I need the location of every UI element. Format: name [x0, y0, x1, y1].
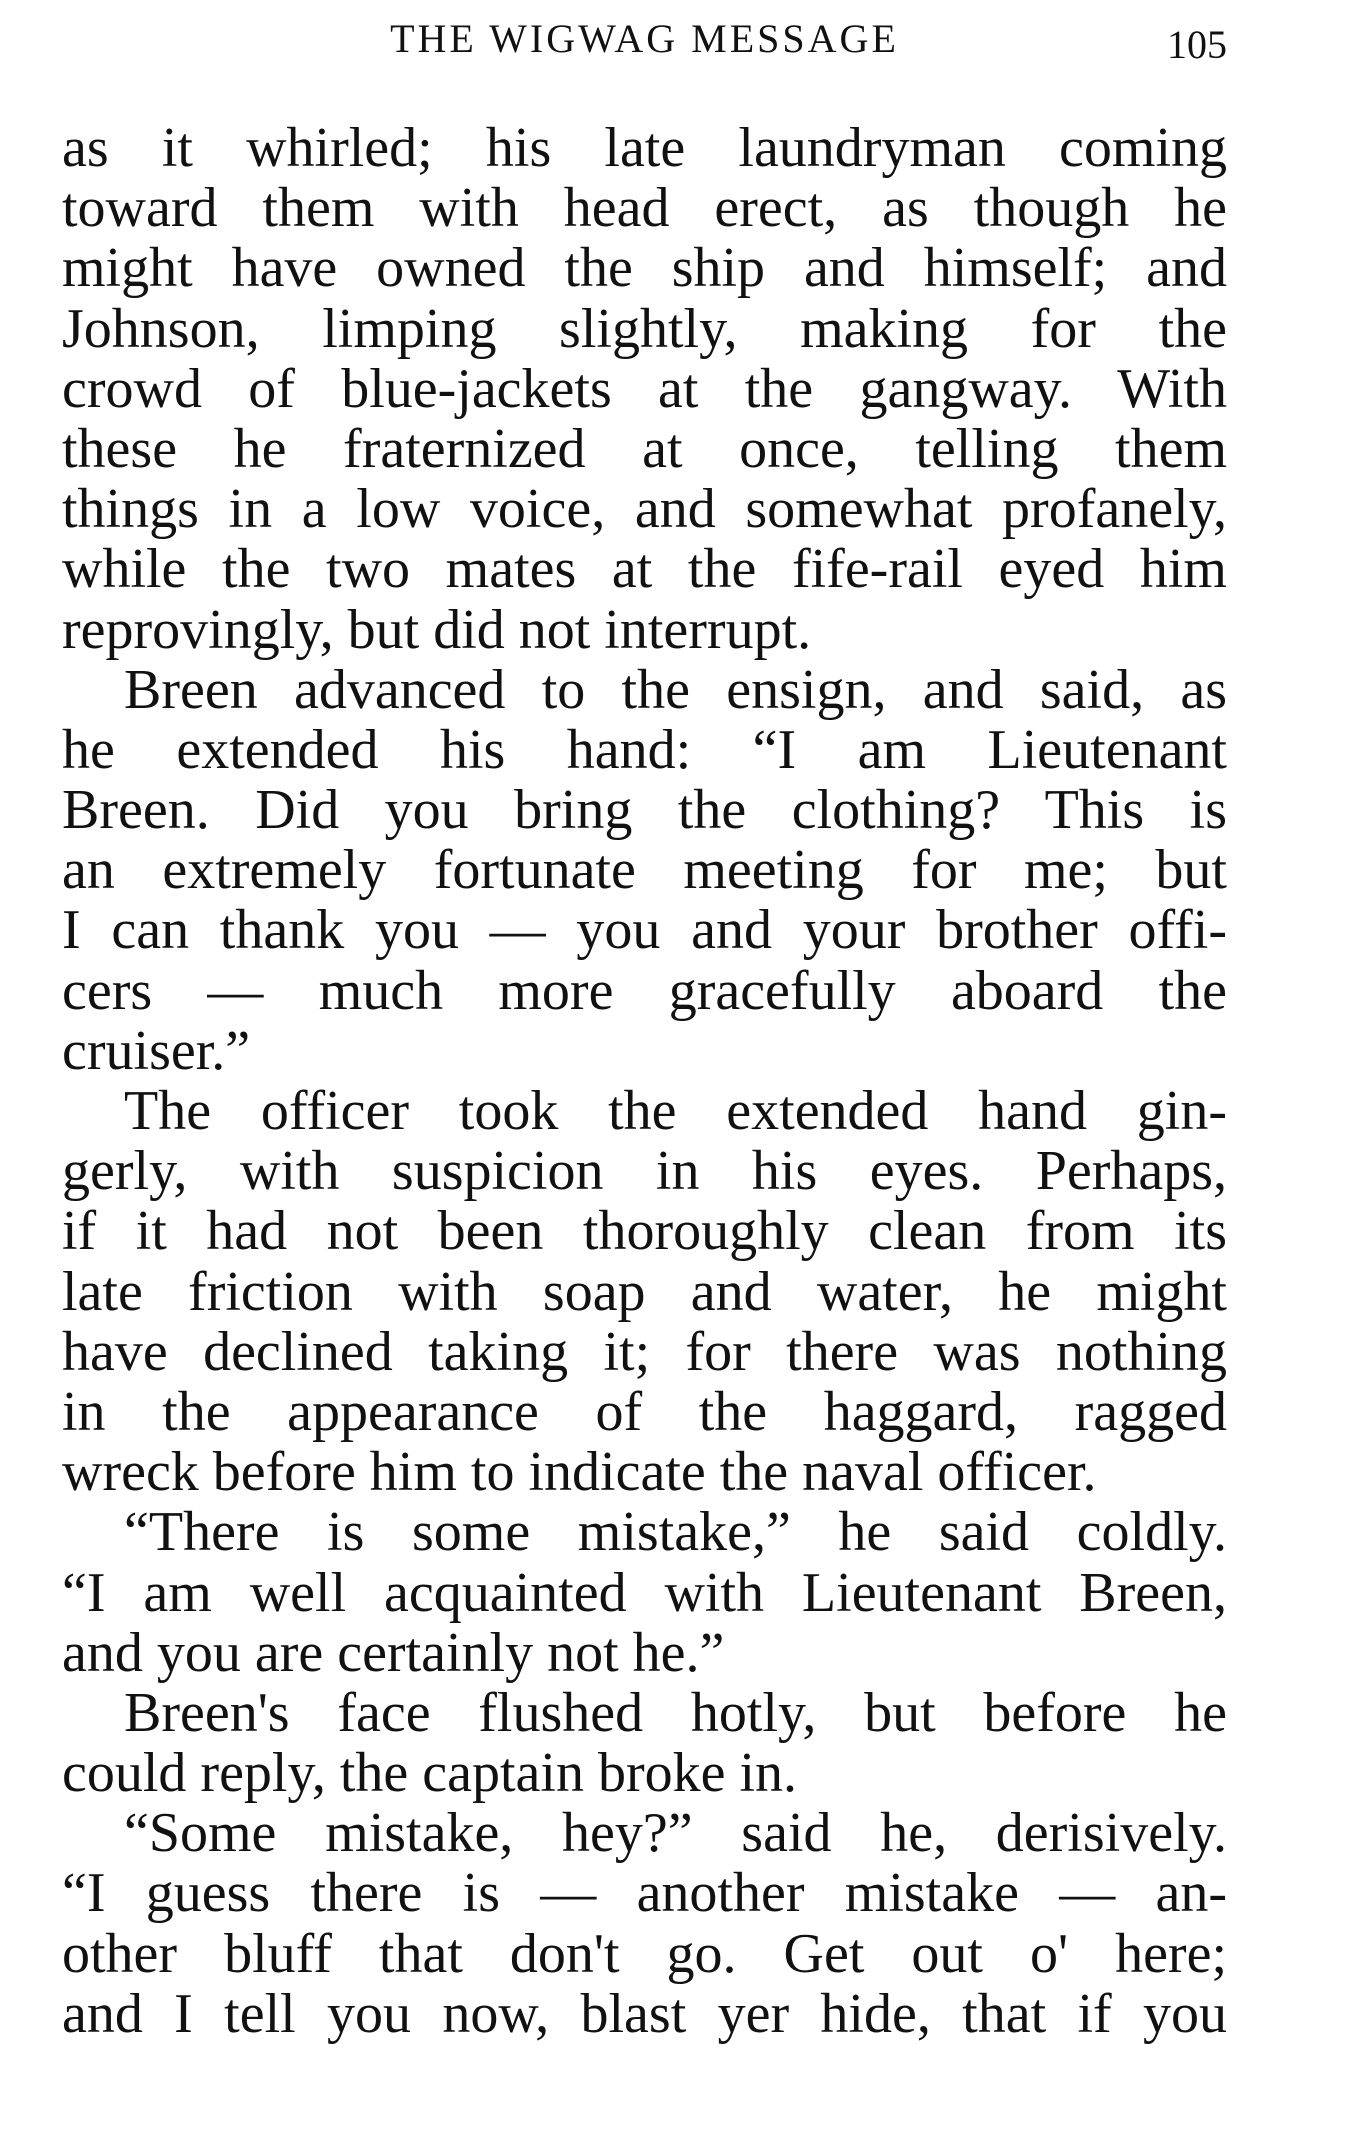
- text-line: Johnson, limping slightly, making for the: [62, 298, 1227, 359]
- text-line: might have owned the ship and himself; and: [62, 238, 1227, 299]
- text-line: other bluff that don't go. Get out o' here;: [62, 1923, 1227, 1984]
- text-line: The officer took the extended hand gin-: [124, 1081, 1227, 1142]
- text-line: in the appearance of the haggard, ragged: [62, 1381, 1227, 1443]
- text-line: cruiser.”: [62, 1020, 251, 1081]
- text-line: an extremely fortunate meeting for me; but: [62, 840, 1227, 901]
- text-line: Breen. Did you bring the clothing? This is: [62, 780, 1227, 841]
- text-line: late friction with soap and water, he might: [62, 1261, 1227, 1322]
- text-line: while the two mates at the fife-rail eyed him: [62, 539, 1227, 600]
- text-line: “I guess there is — another mistake — an-: [62, 1863, 1227, 1924]
- running-title: THE WIGWAG MESSAGE: [390, 16, 899, 61]
- text-line: could reply, the captain broke in.: [62, 1743, 797, 1804]
- text-line: toward them with head erect, as though he: [62, 178, 1227, 239]
- text-line: these he fraternized at once, telling them: [62, 418, 1227, 480]
- running-head: [62, 14, 1227, 67]
- text-line: “Some mistake, hey?” said he, derisively.: [124, 1803, 1227, 1864]
- text-line: Breen's face flushed hotly, but before he: [124, 1682, 1227, 1744]
- text-line: and you are certainly not he.”: [62, 1622, 725, 1683]
- text-line: gerly, with suspicion in his eyes. Perhaps,: [62, 1141, 1227, 1202]
- text-line: things in a low voice, and somewhat profanely,: [62, 479, 1227, 540]
- text-line: and I tell you now, blast yer hide, that if you: [62, 1983, 1227, 2044]
- text-line: crowd of blue-jackets at the gangway. With: [62, 358, 1227, 419]
- text-line: if it had not been thoroughly clean from its: [62, 1201, 1227, 1262]
- page-number: 105: [1167, 22, 1227, 67]
- text-line: cers — much more gracefully aboard the: [62, 960, 1227, 1021]
- text-line: I can thank you — you and your brother offi-: [62, 900, 1227, 961]
- body-text: [62, 118, 1227, 2044]
- text-line: “I am well acquainted with Lieutenant Breen,: [62, 1562, 1227, 1623]
- text-line: as it whirled; his late laundryman coming: [62, 118, 1227, 179]
- text-line: he extended his hand: “I am Lieutenant: [62, 719, 1227, 781]
- text-line: “There is some mistake,” he said coldly.: [124, 1502, 1227, 1563]
- text-line: have declined taking it; for there was nothing: [62, 1321, 1227, 1382]
- text-line: wreck before him to indicate the naval officer.: [62, 1442, 1097, 1503]
- text-line: reprovingly, but did not interrupt.: [62, 599, 812, 660]
- text-line: Breen advanced to the ensign, and said, as: [124, 659, 1227, 720]
